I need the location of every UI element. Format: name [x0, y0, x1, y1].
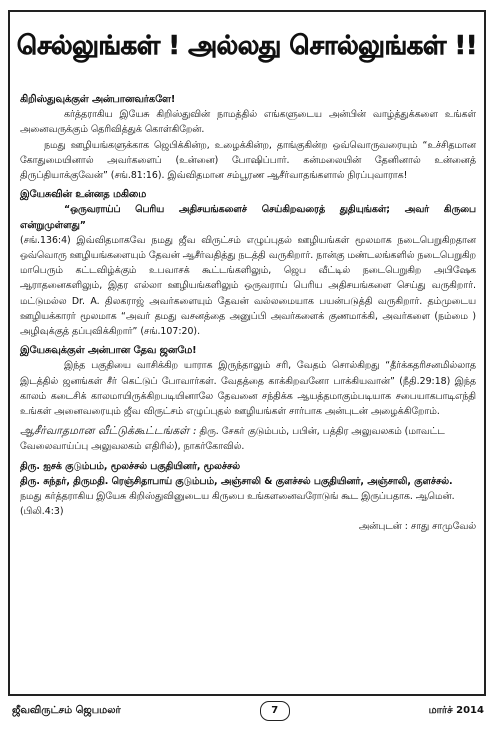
signature-row — [20, 519, 476, 534]
blessing-line-1 — [20, 423, 476, 454]
invitation-paragraph: இந்த பகுதியை வாசிக்கிற யாராக இருந்தாலும் சரி, வேதம் சொல்கிறது “தீர்க்கதரிசனமில்லாத இடத்தில் ஜனங்கள் சீர் கெட்டுப் போவார்கள். வேதத்தை காக்கிறவனோ பாக்கியவான்” (நீதி.29:18) இந்த காலம் கடைசிக் காலமாயிருக்கிறபடியினாலே தேவனை சந்திக்க ஆயத்தமாகும்படியாக சபையாகபாடிஎந்தி உங்கள் அனைவரையும் ஜீவ விருட்சம் எழுப்புதல் ஊழியங்கள் சார்பாக அன்புடன் அழைக்கிறோம். — [20, 360, 476, 418]
blessing-family-1: திரு. சேகர் குடும்பம், பபின், பத்திர அலுவலகம் (மாவட்ட வேலைவாய்ப்பு அலுவலகம் எதிரில்), நாகர்கோவில். — [20, 426, 445, 453]
intro-paragraph-2: நமது ஊழியங்களுக்காக ஜெபிக்கின்ற, உழைக்கின்ற, தாங்குகின்ற ஒவ்வொருவரையும் “உச்சிதமான கோதுமையினால் அவர்களைப் (உன்னை) போஷிப்பார். கன்மலையின் தேனினால் உன்னைத் திருப்தியாக்குவேன்” (சங்.81:16). இவ்விதமான சம்பூரண ஆசீர்வாதங்களால் நிரப்புவாராக! — [20, 139, 476, 182]
closing-prayer: நமது கர்த்தராகிய இயேசு கிறிஸ்துவினுடைய கிருபை உங்களனைவரோடுங் கூட இருப்பதாக. ஆமென். (பிலி.4:3) — [20, 491, 455, 518]
issue-date: மார்ச் 2014 — [428, 705, 484, 716]
psalm-verse: “ஒருவராய்ப் பெரிய அதிசயங்களைச் செய்கிறவரைத் துதியுங்கள்; அவர் கிருபை என்றுமுள்ளது” — [20, 204, 476, 231]
glory-paragraph: (சங்.136:4) இவ்விதமாகவே நமது ஜீவ விருட்சம் எழுப்புதல் ஊழியங்கள் மூலமாக நடைபெறுகிறதான ஒவ்வொரு ஊழியங்களையும் தேவன் ஆசீர்வதித்து நடத்தி வருகிறார். நான்கு மண்டலங்களில் நடைபெறுகிற மாபெரும் கட்டவிழ்க்கும் உபவாசக் கூட்டங்களிலும், ஜெப வீட்டில் நடைபெறுகிற அபிஷேக ஆராதனைகளிலும், இதர எல்லா ஊழியங்களிலும் ஒருவராய் பெரிய அதிசயங்களை செய்து வருகிறார். மட்டுமல்ல Dr. A. திலகராஜ் அவர்களையும் தேவன் வல்லமையாக பயன்படுத்தி வருகிறார். தம்முடைய ஊழியக்காரர் மூலமாக “அவர் தமது வசனத்தை அனுப்பி அவர்களைக் குணமாக்கி, அவர்களை (நம்மை ) அழிவுக்குத் தப்புவிக்கிறார்” (சங்.107:20). — [20, 234, 477, 338]
section-heading-glory: இயேசுவின் உன்னத மகிமை — [20, 189, 147, 201]
greeting: கிறிஸ்துவுக்குள் அன்பானவர்களே! — [20, 94, 176, 105]
signature: அன்புடன் : சாது சாமுவேல் — [358, 521, 476, 533]
article-body — [20, 92, 476, 535]
blessing-family-2: திரு. ஐசக் குடும்பம், மூலச்சல் பகுதியினர், மூலச்சல் — [20, 460, 240, 472]
page-number: 7 — [260, 701, 290, 721]
magazine-name: ஜீவவிருட்சம் ஜெபமலர் — [12, 705, 121, 716]
section-heading-people: இயேசுவுக்குள் அன்பான தேவ ஜனமே! — [20, 345, 197, 357]
blessing-label: ஆசீர்வாதமான வீட்டுக்கூட்டங்கள் : — [20, 424, 197, 438]
page-footer — [12, 700, 484, 722]
page-title: செல்லுங்கள் ! அல்லது சொல்லுங்கள் !! — [16, 30, 478, 61]
blessing-family-3: திரு. சுந்தர், திருமதி. ரெஞ்சிதாபாய் குடும்பம், அஞ்சாலி & குளச்சல் பகுதியினர், அஞ்சாலி, குளச்சல். — [20, 475, 453, 487]
intro-paragraph-1: கர்த்தராகிய இயேசு கிறிஸ்துவின் நாமத்தில் எங்களுடைய அன்பின் வாழ்த்துக்களை உங்கள் அனைவருக்கும் தெரிவித்துக் கொள்கிறேன். — [20, 109, 476, 136]
